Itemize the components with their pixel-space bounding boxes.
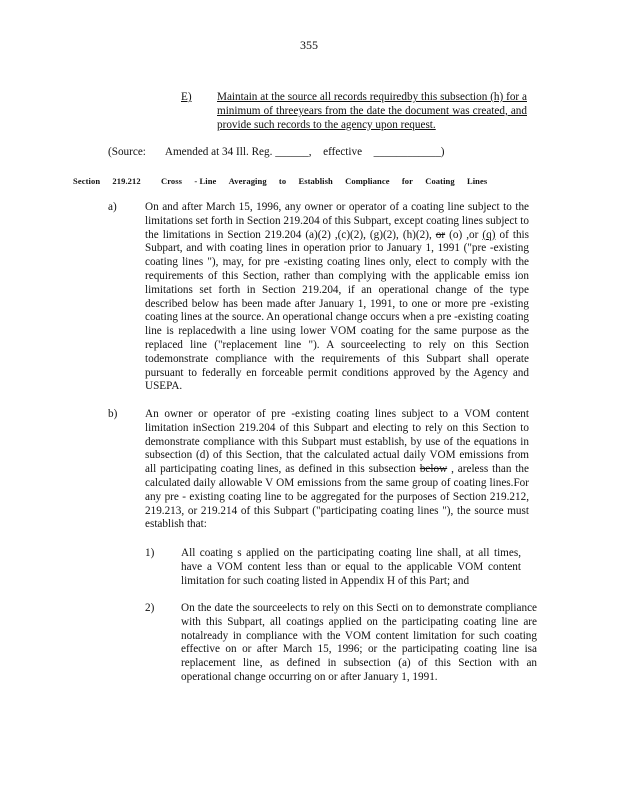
subsection-a-text-part: On and after March 15, 1996, any owner or operator of a coating line subject to the limitations set forth in Section 219.204 of this Subpart, except coating lines subject to the limitations in Section 219.204 (a)(2) ,(c)(2), (g)(2), (h)(2), [145, 201, 529, 241]
subsection-a-text-part: of this Subpart, and with coating lines in operation prior to January 1, 1991 ("pre -existing coating lines "), may, for pre -existing coating lines only, elect to comply with the requirements of this Section, rather than complying with the applicable emiss ion limitations set forth in Section 219.204, if an operational change of the type described below has been made after January 1, 1991, to one or more pre -existing coating lines at the source. An operational change occurs when a pre -existing coating line is replacedwith a line using lower VOM coating for the same purpose as the replaced line ("replacement line "). A sourceelecting to rely on this Section todemonstrate compliance with the requirements of this Subpart shall operate pursuant to federally en forceable permit conditions approved by the Agency and USEPA. [145, 228, 529, 393]
section-title-word: Lines [466, 176, 488, 186]
subsection-a-text-part: (o) ,or [445, 228, 483, 241]
subsection-b-label: b) [108, 408, 118, 420]
source-blank-1: ______, [275, 146, 312, 158]
section-title-word: to [278, 176, 287, 186]
page-number: 355 [300, 38, 318, 52]
item-e-label-text: E) [181, 91, 192, 103]
source-note [108, 146, 445, 160]
section-title-word: for [401, 176, 413, 186]
section-heading [73, 175, 493, 189]
section-title-word: - Line [194, 176, 217, 186]
source-amended: Amended at 34 Ill. Reg. [164, 146, 273, 158]
strikethrough-text: or [435, 228, 446, 241]
section-title-word: Averaging [228, 176, 267, 186]
section-title-word: Establish [298, 176, 333, 186]
section-number: 219.212 [112, 176, 141, 186]
item-e-text: Maintain at the source all records requiredby this subsection (h) for a minimum of threeyears from the date the document was created, and provide such records to the agency upon request. [217, 91, 527, 131]
inserted-text: (q) [482, 228, 496, 241]
source-prefix: (Source: [108, 146, 146, 158]
subsection-a-label: a) [108, 201, 117, 213]
section-title-word: Compliance [345, 176, 390, 186]
item-1-text: All coating s applied on the participating coating line shall, at all times, have a VOM content less than or equal to the applicable VOM content limitation for such coating listed in Appendix H of this Part; and [181, 547, 521, 587]
item-1-label: 1) [145, 547, 155, 559]
section-word: Section [73, 176, 101, 186]
item-2-text: On the date the sourceelects to rely on this Secti on to demonstrate compliance with this Subpart, all coatings applied on the participating coating line are notalready in compliance with the VOM content limitation for such coating effective on or after March 15, 1996; or the participating coating line isa replacement line, as defined in subsection (a) of this Section with an operational change occurring on or after January 1, 1991. [181, 602, 537, 683]
strikethrough-text: below [419, 463, 448, 476]
subsection-b-text [145, 408, 529, 532]
subsection-b-text-part: An owner or operator of pre -existing coating lines subject to a VOM content limitation inSection 219.204 of this Subpart and electing to rely on this Section to demonstrate compliance with this Subpart must establish, by use of the equations in subsection (d) of this Section, that the calculated actual daily VOM emissions from all participating coating lines, as defined in this subsection [145, 408, 529, 476]
section-title-word: Cross [160, 176, 183, 186]
subsection-a-text [145, 201, 529, 394]
section-title-word: Coating [425, 176, 455, 186]
source-blank-2: ____________) [373, 146, 445, 158]
item-2-label: 2) [145, 602, 155, 614]
item-e-label [181, 91, 192, 105]
source-effective: effective [323, 146, 363, 158]
subsection-b-text-part: , areless than the calculated daily allowable V OM emissions from the same group of coating lines.For any pre - existing coating line to be aggregated for the purposes of Section 219.212, 219.213, or 219.214 of this Subpart ("participating coating lines "), the source must establish that: [145, 463, 529, 531]
